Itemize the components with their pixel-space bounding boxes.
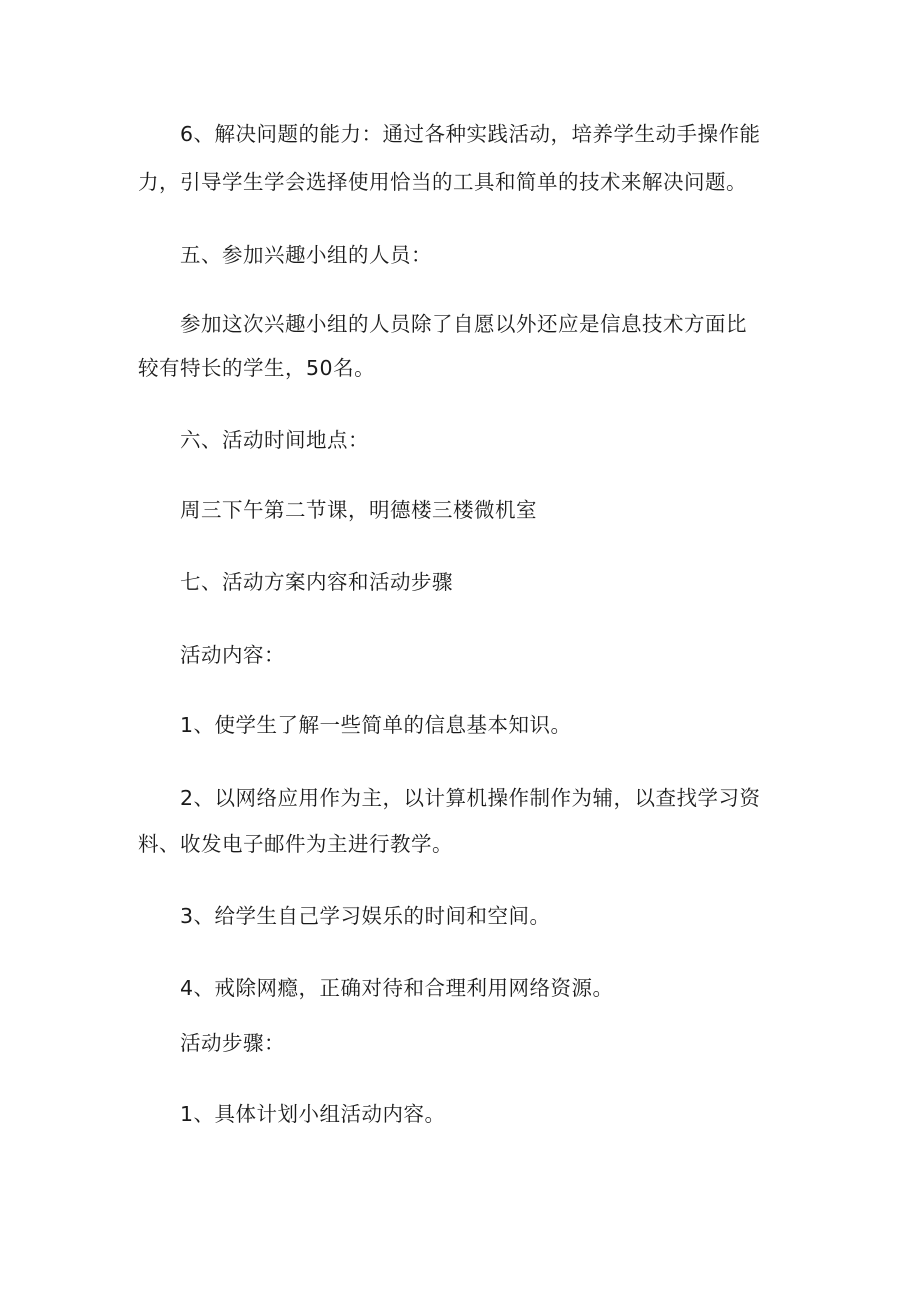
section-heading-members: 五、参加兴趣小组的人员：: [180, 243, 432, 267]
subheading-content: 活动内容：: [180, 643, 285, 667]
paragraph-time-place: 周三下午第二节课，明德楼三楼微机室: [180, 498, 537, 522]
content-item-2-line-2: 料、收发电子邮件为主进行教学。: [138, 832, 453, 856]
content-item-2-line-1: 2、以网络应用作为主，以计算机操作制作为辅，以查找学习资: [180, 786, 761, 810]
step-item-1: 1、具体计划小组活动内容。: [180, 1102, 446, 1126]
paragraph-members-line-2: 较有特长的学生，50名。: [138, 356, 376, 380]
content-item-1: 1、使学生了解一些简单的信息基本知识。: [180, 713, 572, 737]
content-item-4: 4、戒除网瘾，正确对待和合理利用网络资源。: [180, 976, 614, 1000]
section-heading-time-place: 六、活动时间地点：: [180, 428, 369, 452]
paragraph-ability-line-2: 力，引导学生学会选择使用恰当的工具和简单的技术来解决问题。: [138, 170, 747, 194]
paragraph-ability-line-1: 6、解决问题的能力：通过各种实践活动，培养学生动手操作能: [180, 122, 761, 146]
paragraph-members-line-1: 参加这次兴趣小组的人员除了自愿以外还应是信息技术方面比: [180, 312, 747, 336]
content-item-3: 3、给学生自己学习娱乐的时间和空间。: [180, 904, 551, 928]
subheading-steps: 活动步骤：: [180, 1031, 285, 1055]
section-heading-plan: 七、活动方案内容和活动步骤: [180, 570, 453, 594]
